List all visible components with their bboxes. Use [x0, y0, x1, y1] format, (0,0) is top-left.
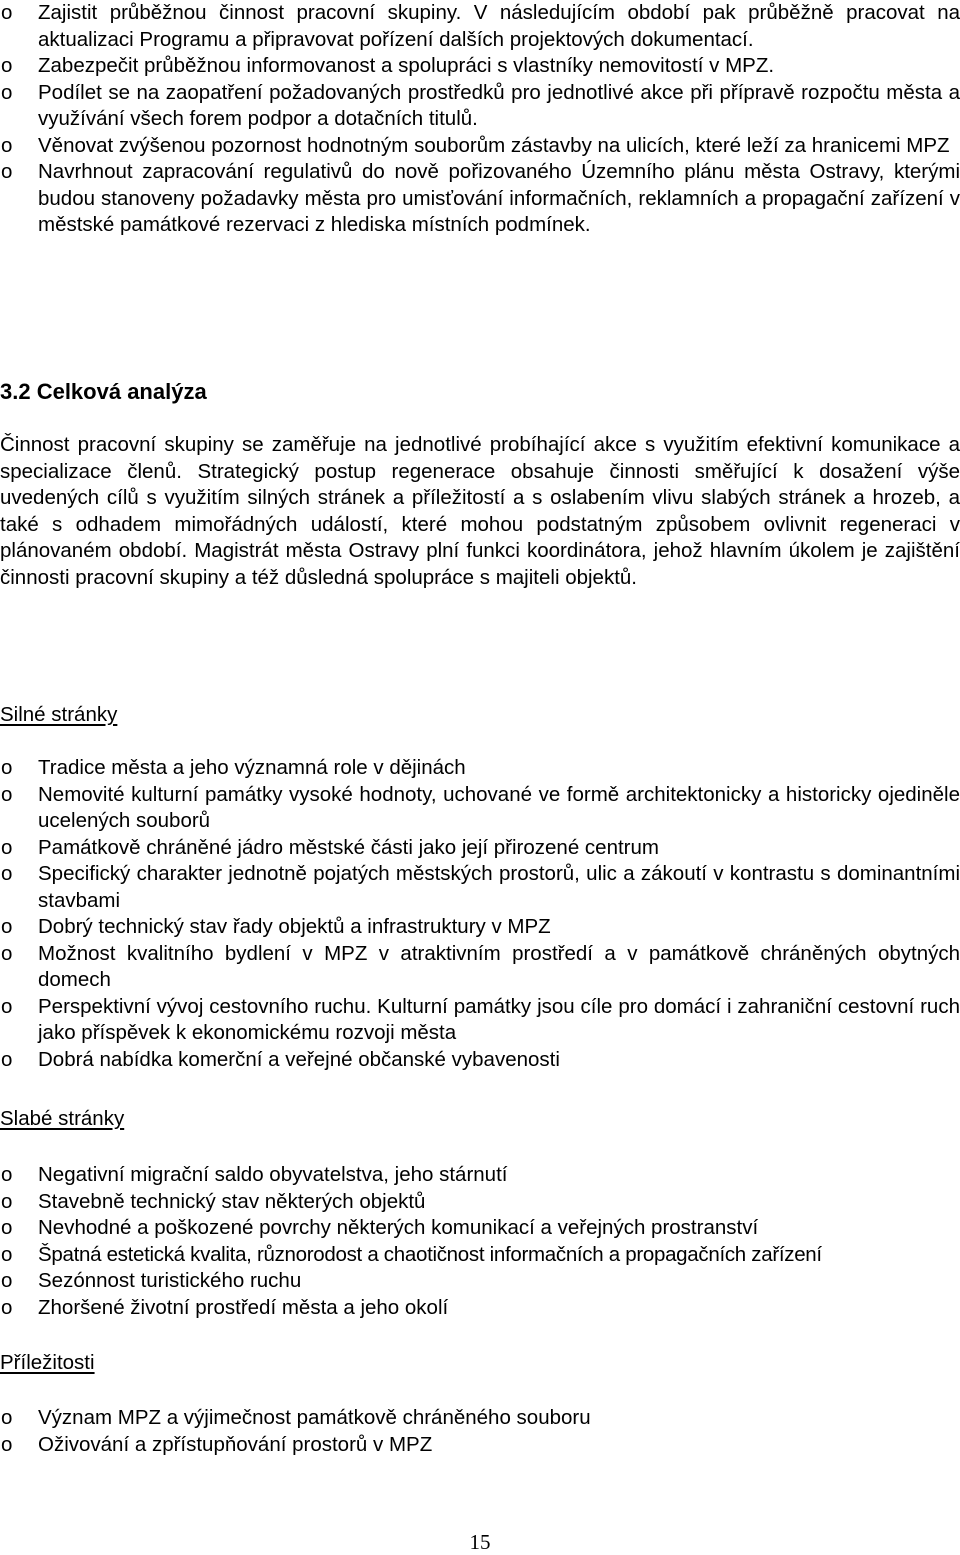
bullet-marker: o [1, 994, 13, 1018]
weaknesses-list-block [0, 1162, 960, 1321]
list-item-text: Památkově chráněné jádro městské části jako její přirozené centrum [38, 835, 659, 859]
page-number: 15 [469, 1530, 491, 1554]
bullet-marker: o [1, 1269, 13, 1292]
list-item-text: Nemovité kulturní památky vysoké hodnoty, uchované ve formě architektonicky a historicky ojediněle ucelených souborů [38, 782, 960, 832]
list-item [0, 835, 960, 862]
list-item [0, 914, 960, 941]
list-item-text: Věnovat zvýšenou pozornost hodnotným souborům zástavby na ulicích, které leží za hranicemi MPZ [38, 133, 950, 157]
bullet-marker: o [1, 756, 13, 779]
list-item [0, 133, 960, 160]
bullet-marker: o [1, 54, 13, 77]
bullet-marker: o [1, 1242, 13, 1266]
list-item [0, 941, 960, 994]
list-item [0, 1242, 960, 1269]
list-item-text: Možnost kvalitního bydlení v MPZ v atraktivním prostředí a v památkově chráněných obytných domech [38, 941, 960, 991]
opportunities-heading: Příležitosti [0, 1351, 95, 1374]
list-item [0, 1215, 960, 1242]
list-item-text: Nevhodné a poškozené povrchy některých komunikací a veřejných prostranství [38, 1216, 759, 1239]
list-item-text: Dobrý technický stav řady objektů a infrastruktury v MPZ [38, 915, 551, 938]
strengths-list-block [0, 755, 960, 1073]
section-paragraph: Činnost pracovní skupiny se zaměřuje na jednotlivé probíhající akce s využitím efektivní komunikace a specializace členů. Strategický postup regenerace obsahuje činnosti směřující k dosažení výše uvedených cílů s využitím silných stránek a příležitostí a s oslabením vlivu slabých stránek a hrozeb, a také s odhadem mimořádných událostí, které mohou podstatným způsobem ovlivnit regeneraci v plánovaném období. Magistrát města Ostravy plní funkci koordinátora, jehož hlavním úkolem je zajištění činnosti pracovní skupiny a též důsledná spolupráce s majiteli objektů. [0, 433, 960, 589]
list-item [0, 1189, 960, 1216]
weaknesses-heading: Slabé stránky [0, 1107, 125, 1130]
list-item [0, 1047, 960, 1074]
list-item [0, 994, 960, 1047]
intro-list [0, 0, 960, 239]
weaknesses-list [0, 1162, 960, 1321]
bullet-marker: o [1, 915, 13, 938]
list-item-text: Podílet se na zaopatření požadovaných prostředků pro jednotlivé akce při přípravě rozpočtu města a využívání všech forem podpor a dotačních titulů. [38, 80, 960, 130]
list-item-text: Navrhnout zapracování regulativů do nově pořizovaného Územního plánu města Ostravy, kterými budou stanoveny požadavky města pro umisťování informačních, reklamních a propagační zařízení v městské památkové rezervaci z hlediska místních podmínek. [38, 160, 960, 236]
bullet-marker: o [1, 782, 13, 806]
bullet-marker: o [1, 1163, 13, 1186]
list-item-text: Oživování a zpřístupňování prostorů v MPZ [38, 1432, 433, 1456]
list-item-text: Dobrá nabídka komerční a veřejné občanské vybavenosti [38, 1047, 560, 1071]
strengths-list [0, 755, 960, 1073]
opportunities-list [0, 1405, 960, 1458]
bullet-marker: o [1, 160, 13, 183]
list-item [0, 861, 960, 914]
opportunities-list-block [0, 1405, 960, 1458]
list-item-text: Perspektivní vývoj cestovního ruchu. Kulturní památky jsou cíle pro domácí i zahraniční cestovní ruch jako příspěvek k ekonomickému rozvoji města [38, 994, 960, 1044]
list-item-text: Špatná estetická kvalita, různorodost a chaotičnost informačních a propagačních zařízení [38, 1242, 822, 1266]
list-item-text: Sezónnost turistického ruchu [38, 1269, 302, 1292]
list-item [0, 1432, 960, 1459]
list-item [0, 0, 960, 53]
bullet-marker: o [1, 1432, 13, 1456]
list-item [0, 1162, 960, 1189]
list-item [0, 1268, 960, 1295]
bullet-marker: o [1, 80, 13, 104]
list-item [0, 1295, 960, 1322]
bullet-marker: o [1, 941, 13, 965]
bullet-marker: o [1, 133, 13, 157]
section-heading: 3.2 Celková analýza [0, 379, 207, 404]
strengths-heading: Silné stránky [0, 703, 118, 726]
list-item-text: Význam MPZ a výjimečnost památkově chráněného souboru [38, 1406, 591, 1429]
list-item [0, 159, 960, 239]
bullet-marker: o [1, 1, 13, 24]
list-item-text: Specifický charakter jednotně pojatých městských prostorů, ulic a zákoutí v kontrastu s dominantními stavbami [38, 862, 960, 912]
bullet-marker: o [1, 1189, 13, 1213]
list-item [0, 53, 960, 80]
list-item-text: Tradice města a jeho významná role v dějinách [38, 756, 466, 779]
list-item-text: Stavebně technický stav některých objektů [38, 1189, 426, 1213]
list-item [0, 755, 960, 782]
list-item [0, 1405, 960, 1432]
bullet-marker: o [1, 1406, 13, 1429]
bullet-marker: o [1, 862, 13, 885]
intro-list-block [0, 0, 960, 239]
list-item [0, 782, 960, 835]
list-item-text: Zhoršené životní prostředí města a jeho okolí [38, 1295, 449, 1319]
bullet-marker: o [1, 1216, 13, 1239]
bullet-marker: o [1, 1047, 13, 1071]
list-item-text: Negativní migrační saldo obyvatelstva, jeho stárnutí [38, 1163, 508, 1186]
list-item-text: Zajistit průběžnou činnost pracovní skupiny. V následujícím období pak průběžně pracovat na aktualizaci Programu a připravovat pořízení dalších projektových dokumentací. [38, 1, 960, 51]
bullet-marker: o [1, 1295, 13, 1319]
bullet-marker: o [1, 835, 13, 859]
list-item-text: Zabezpečit průběžnou informovanost a spolupráci s vlastníky nemovitostí v MPZ. [38, 54, 775, 77]
list-item [0, 80, 960, 133]
